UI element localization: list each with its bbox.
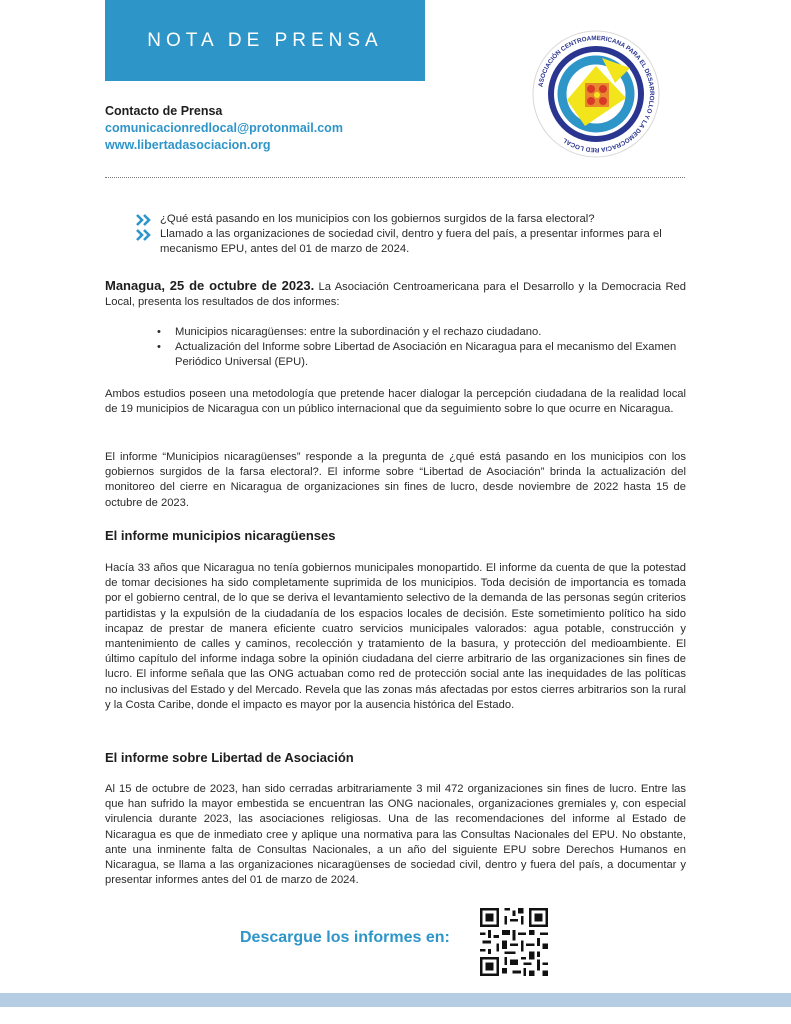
section-heading-municipios: El informe municipios nicaragüenses bbox=[105, 528, 336, 543]
lead-paragraph bbox=[105, 278, 686, 310]
reports-list bbox=[155, 325, 685, 370]
contact-email-link[interactable]: comunicacionredlocal@protonmail.com bbox=[105, 121, 343, 135]
double-chevron-icon bbox=[135, 228, 153, 242]
qr-code[interactable] bbox=[480, 908, 548, 976]
banner-title: NOTA DE PRENSA bbox=[147, 29, 383, 51]
press-release-banner bbox=[105, 0, 425, 81]
report-title: Actualización del Informe sobre Libertad de Asociación en Nicaragua para el mecanismo del Examen Periódico Universal (EPU). bbox=[175, 341, 677, 368]
intro-call-row bbox=[135, 227, 690, 257]
footer-bar bbox=[0, 993, 791, 1007]
download-label: Descargue los informes en: bbox=[240, 929, 450, 946]
dateline: Managua, 25 de octubre de 2023. bbox=[105, 278, 315, 293]
libertad-body: Al 15 de octubre de 2023, han sido cerradas arbitrariamente 3 mil 472 organizaciones sin fines de lucro. Entre las que han sufrido la mayor embestida se encuentran las ONG nacionales, organizaciones gremiales y, con especial virulencia durante 2023, las asociaciones religiosas. Una de las recomendaciones del informe al Estado de Nicaragua es que de inmediato cree y aplique una normativa para las Consultas Nacionales del EPU. No obstante, ante una inminente falta de Consultas Nacionales, a un año del siguiente EPU sobre Derechos Humanos en Nicaragua, se llama a las organizaciones nicaragüenses de sociedad civil, dentro y fuera del país, a documentar y presentar informes antes del 01 de marzo de 2024. bbox=[105, 783, 686, 887]
section-heading-libertad: El informe sobre Libertad de Asociación bbox=[105, 750, 354, 765]
intro-call: Llamado a las organizaciones de sociedad civil, dentro y fuera del país, a presentar informes para el mecanismo EPU, antes del 01 de marzo de 2024. bbox=[160, 228, 662, 255]
methodology-paragraph: Ambos estudios poseen una metodología que pretende hacer dialogar la percepción ciudadana de la realidad local de 19 municipios de Nicaragua con un público internacional que da seguimiento sobre lo que ocurre en Nicaragua. bbox=[105, 388, 686, 416]
bullet-dot: • bbox=[157, 326, 161, 338]
list-item bbox=[155, 325, 685, 340]
municipios-body: Hacía 33 años que Nicaragua no tenía gobiernos municipales monopartido. El informe da cuenta de que la potestad de tomar decisiones ha sido completamente suprimida de los municipios. Toda decisión de importancia es tomada por el gobierno central, de lo que se deriva el levantamiento selectivo de la demanda de las personas según criterios partidistas y la expulsión de la ciudadanía de los espacios locales de decisión. Este sometimiento político ha sido incapaz de prestar de manera eficiente cuatro servicios municipales valorados: agua potable, construcción y mantenimiento de calles y caminos, recolección y tratamiento de la basura, y protección del medioambiente. El último capítulo del informe indaga sobre la opinión ciudadana del cierre arbitrario de las organizaciones sin fines de lucro. El informe señala que las ONG actuaban como red de protección social ante las inequidades de las políticas no inclusivas del Estado y del Mercado. Revela que las zonas más afectadas por estos cierres arbitrarios son la rural y la Costa Caribe, donde el impacto es mayor por la ausencia histórica del Estado. bbox=[105, 562, 686, 711]
report-title: Municipios nicaragüenses: entre la subordinación y el rechazo ciudadano. bbox=[175, 326, 542, 338]
logo-ring-text: ASOCIACIÓN CENTROAMERICANA PARA EL DESARROLLO Y LA DEMOCRACIA RED LOCAL bbox=[537, 34, 656, 154]
red-local-logo bbox=[530, 28, 662, 160]
reports-summary-paragraph: El informe “Municipios nicaragüenses” responde a la pregunta de ¿qué está pasando en los municipios con los gobiernos surgidos de la farsa electoral?. El informe sobre “Libertad de Asociación” brinda la actualización del monitoreo del cierre en Nicaragua de organizaciones sin fines de lucro, desde noviembre de 2022 hasta 15 de octubre de 2023. bbox=[105, 451, 686, 509]
lead-text: La Asociación Centroamericana para el Desarrollo y la Democracia Red Local, presenta los resultados de dos informes: bbox=[105, 281, 686, 309]
contact-label: Contacto de Prensa bbox=[105, 104, 223, 118]
list-item bbox=[155, 340, 685, 370]
bullet-dot: • bbox=[157, 341, 161, 353]
intro-question: ¿Qué está pasando en los municipios con los gobiernos surgidos de la farsa electoral? bbox=[160, 213, 595, 225]
contact-website-link[interactable]: www.libertadasociacion.org bbox=[105, 138, 271, 152]
intro-highlights bbox=[135, 212, 690, 257]
double-chevron-icon bbox=[135, 213, 153, 227]
press-contact bbox=[105, 103, 343, 154]
dotted-divider bbox=[105, 177, 685, 178]
intro-question-row bbox=[135, 212, 690, 227]
